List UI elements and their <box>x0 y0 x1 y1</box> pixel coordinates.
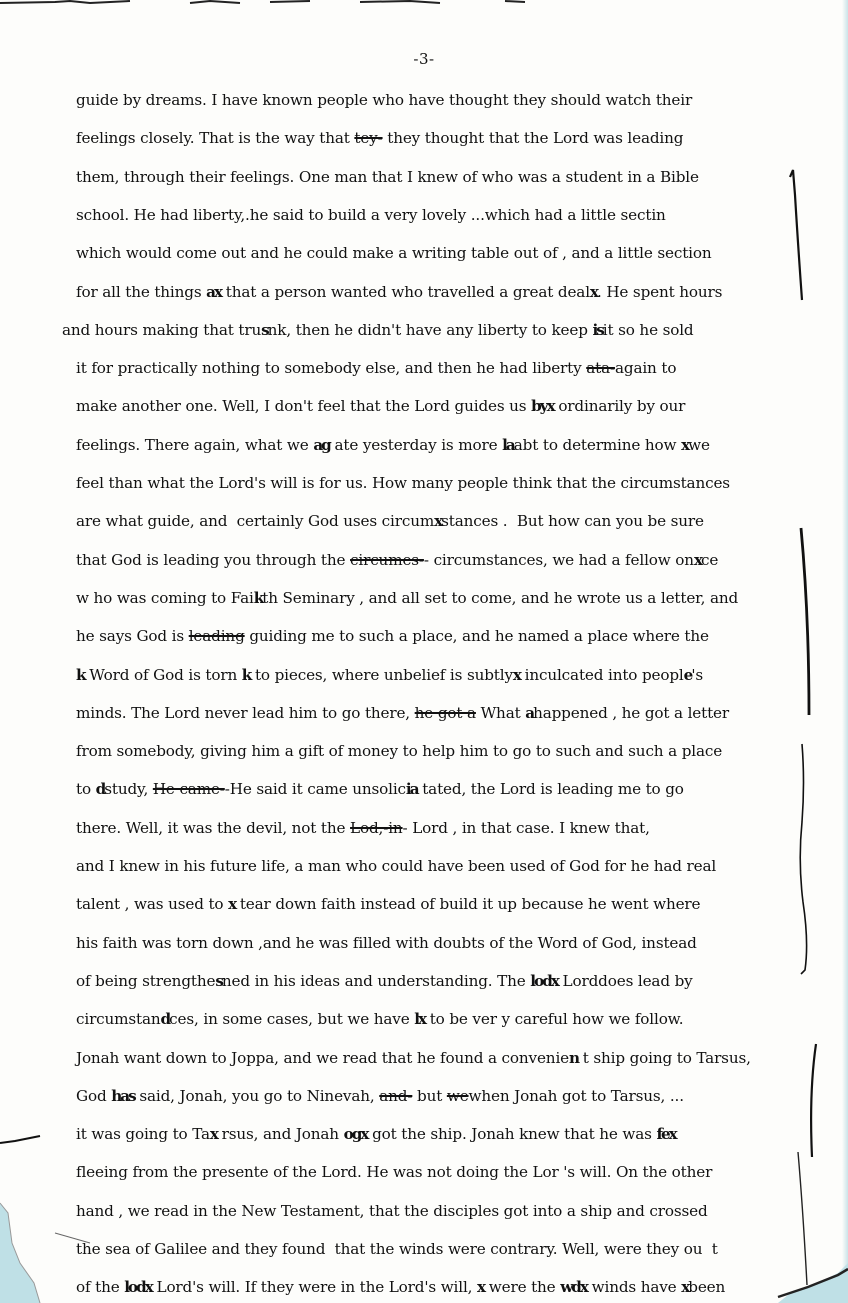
text-segment: to <box>76 780 96 799</box>
struck-through-text: ata- <box>586 359 615 378</box>
overstruck-typo: s <box>215 971 222 990</box>
text-line <box>76 933 697 953</box>
struck-through-text: we <box>446 1086 469 1105</box>
struck-through-text: tey- <box>354 129 383 148</box>
overstruck-typo: la <box>502 435 514 454</box>
text-segment: he says God is <box>76 627 189 646</box>
torn-top-edge <box>0 0 848 10</box>
text-segment: abt to determine how <box>513 435 682 454</box>
text-segment: - Lord , in that case. I knew that, <box>402 818 650 837</box>
text-segment: were the <box>484 1278 561 1297</box>
text-line <box>62 320 694 340</box>
overstruck-typo: x <box>512 665 520 684</box>
overstruck-typo: fex <box>656 1125 676 1144</box>
overstruck-typo: x <box>477 1278 485 1297</box>
text-segment: and I knew in his future life, a man who could have been used of God for he had real <box>76 857 717 875</box>
text-line <box>76 588 738 608</box>
text-segment: What <box>475 703 526 722</box>
text-line <box>76 1124 676 1144</box>
text-segment: again to <box>614 359 677 378</box>
text-segment: when Jonah got to Tarsus, ... <box>468 1086 684 1105</box>
overstruck-typo: has <box>111 1086 135 1105</box>
text-segment: t ship going to Tarsus, <box>578 1048 751 1067</box>
text-segment: of the <box>76 1278 125 1297</box>
text-segment: to pieces, where unbelief is subtly <box>250 665 513 684</box>
overstruck-typo: a <box>525 703 534 722</box>
text-line <box>76 971 693 991</box>
text-segment: and hours making that tru <box>62 320 262 339</box>
text-line <box>76 1162 712 1182</box>
overstruck-typo: x <box>209 1125 217 1144</box>
text-segment: . He spent hours <box>596 282 723 301</box>
overstruck-typo: k <box>76 665 85 684</box>
text-line <box>76 856 716 876</box>
overstruck-typo: x <box>434 512 442 531</box>
overstruck-typo: n <box>569 1048 579 1067</box>
text-line <box>76 282 722 302</box>
text-segment: guiding me to such a place, and he named a place where the <box>244 627 709 646</box>
text-segment: talent , was used to <box>76 895 229 914</box>
text-segment: tated, the Lord is leading me to go <box>417 780 684 799</box>
text-segment: of being strengthe <box>76 971 216 990</box>
text-segment: 's <box>691 665 703 684</box>
text-line <box>76 818 650 838</box>
text-segment: his faith was torn down ,and he was filled with doubts of the Word of God, instead <box>76 933 697 952</box>
overstruck-typo: k <box>253 588 263 607</box>
text-segment: w ho was coming to Fai <box>76 588 254 607</box>
overstruck-typo: lodx <box>124 1278 152 1297</box>
text-segment: the sea of Galilee and they found that the winds were contrary. Well, were they ou t <box>76 1240 718 1258</box>
text-segment: body else, and then he had liberty <box>324 359 587 378</box>
overstruck-typo: x <box>681 1278 689 1297</box>
text-segment: there. Well, it was the devil, not the <box>76 818 351 837</box>
text-segment: rsus, and Jonah <box>216 1125 344 1144</box>
text-line <box>76 1239 718 1259</box>
text-line <box>76 665 703 685</box>
text-segment: school. He had liberty,.he said to build a very lovely ...which had a little sectin <box>76 205 666 224</box>
text-segment: ces, in some cases, but we have <box>169 1010 415 1029</box>
text-segment: which would come out and he could make a writing table out of , and a little section <box>76 244 712 263</box>
margin-bracket-mark <box>795 525 825 720</box>
text-segment: that a person wanted who travelled a great deal <box>221 282 590 301</box>
text-segment: - circumstances, we had a fellow on <box>423 550 694 569</box>
overstruck-typo: k <box>241 665 251 684</box>
text-segment: fleeing from the presente of the Lord. He was not doing the Lor 's will. On the other <box>76 1163 713 1182</box>
text-segment: ce <box>701 550 719 569</box>
text-line <box>76 167 699 187</box>
overstruck-typo: ag <box>313 435 330 454</box>
text-segment: they thought that the Lord was leading <box>382 129 684 148</box>
overstruck-typo: x <box>589 282 597 301</box>
text-segment: ate yesterday is more <box>329 435 503 454</box>
text-line <box>76 1009 683 1029</box>
text-line <box>76 550 718 570</box>
text-segment: guide by dreams. I have known people who have thought they should watch their <box>76 91 693 109</box>
text-segment: to be ver y careful how we follow. <box>425 1010 684 1029</box>
text-line <box>76 473 730 493</box>
torn-corner-bottom-right <box>748 1263 848 1303</box>
text-segment: Lord's will. If they were in the Lord's will, <box>151 1278 478 1297</box>
overstruck-typo: byx <box>531 397 554 416</box>
text-line <box>76 90 692 110</box>
text-segment: that God is leading you through the <box>76 550 351 569</box>
margin-bracket-mark <box>803 1042 823 1162</box>
text-line <box>76 1277 725 1297</box>
overstruck-typo: x <box>681 435 689 454</box>
page-number: -3- <box>413 50 435 68</box>
page-edge-shadow <box>842 0 848 1303</box>
text-segment: th Seminary , and all set to come, and he wrote us a letter, and <box>262 588 739 607</box>
text-segment: are what guide, and certainly God uses circum <box>76 512 435 531</box>
overstruck-typo: is <box>592 320 603 339</box>
text-segment: but <box>412 1086 447 1105</box>
text-segment: minds. The Lord never lead him to go there, <box>76 703 415 722</box>
text-segment: for all the things <box>76 282 207 301</box>
text-line <box>76 128 683 148</box>
text-segment: feel than what the Lord's will is for us. How many people think that the circumstances <box>76 474 730 492</box>
text-segment: -He said it came unsolic <box>224 780 406 799</box>
text-segment: winds have <box>586 1278 682 1297</box>
text-line <box>76 703 729 723</box>
struck-through-text: He came- <box>152 780 225 799</box>
text-segment: inculcated into peopl <box>519 665 684 684</box>
text-segment: hand , we read in the New Testament, that the disciples got into a ship and crossed <box>76 1201 708 1220</box>
overstruck-typo: s <box>261 320 268 339</box>
overstruck-typo: e <box>683 665 692 684</box>
text-segment: them, through their feelings. One man that I knew of who was a student in a Bible <box>76 167 699 186</box>
text-segment: stances . But how can you be sure <box>441 512 704 531</box>
text-segment: it for practically nothing to some <box>76 359 325 378</box>
overstruck-typo: lx <box>414 1010 426 1029</box>
text-segment: said, Jonah, you go to Ninevah, <box>134 1086 380 1105</box>
text-segment: Word of God is torn <box>84 665 242 684</box>
text-segment: got the ship. Jonah knew that he was <box>367 1125 657 1144</box>
overstruck-typo: d <box>95 780 105 799</box>
text-segment: circumstan <box>76 1010 161 1029</box>
text-segment: been <box>688 1278 726 1297</box>
overstruck-typo: wdx <box>560 1278 587 1297</box>
text-line <box>76 1048 751 1068</box>
overstruck-typo: ia <box>405 780 418 799</box>
text-line <box>76 358 676 378</box>
torn-corner-bottom-left <box>0 1113 120 1303</box>
text-line <box>76 396 685 416</box>
text-line <box>76 1201 708 1221</box>
text-segment: happened , he got a letter <box>533 703 729 722</box>
text-segment: we <box>688 435 710 454</box>
text-line <box>76 779 684 799</box>
text-line <box>76 741 722 761</box>
text-segment: ned in his ideas and understanding. The <box>221 971 531 990</box>
struck-through-text: and- <box>379 1086 413 1105</box>
margin-bracket-mark <box>780 165 810 310</box>
overstruck-typo: lodx <box>530 971 558 990</box>
text-segment: ordinarily by our <box>553 397 686 416</box>
text-segment: make another one. Well, I don't feel that the Lord guides us <box>76 397 532 416</box>
struck-through-text: Lod,-in <box>350 818 403 837</box>
struck-through-text: circumes- <box>350 550 424 569</box>
text-segment: study, <box>104 780 153 799</box>
text-line <box>76 626 709 646</box>
text-segment: from somebody, giving him a gift of money to help him to go to such and such a place <box>76 742 723 761</box>
text-segment: feelings closely. That is the way that <box>76 129 355 148</box>
overstruck-typo: ogx <box>343 1125 368 1144</box>
text-line <box>76 435 710 455</box>
text-segment: feelings. There again, what we <box>76 435 314 454</box>
margin-bracket-mark <box>795 742 825 977</box>
text-line <box>76 205 666 225</box>
text-segment: God <box>76 1086 112 1105</box>
text-line <box>76 243 712 263</box>
struck-through-text: he got a <box>414 703 476 722</box>
text-line <box>76 1086 684 1106</box>
text-line <box>76 511 704 531</box>
text-segment: it so he sold <box>602 320 694 339</box>
text-segment: Jonah want down to Joppa, and we read that he found a convenie <box>76 1048 569 1067</box>
text-segment: Lorddoes lead by <box>557 971 693 990</box>
text-segment: nk, then he didn't have any liberty to keep <box>267 320 593 339</box>
text-segment: tear down faith instead of build it up because he went where <box>235 895 701 914</box>
overstruck-typo: ax <box>206 282 222 301</box>
overstruck-typo: d <box>160 1010 170 1029</box>
overstruck-typo: x <box>228 895 236 914</box>
text-segment: it was going to Ta <box>76 1125 210 1144</box>
struck-through-text: leading <box>188 627 245 646</box>
overstruck-typo: x <box>693 550 701 569</box>
text-line <box>76 894 700 914</box>
